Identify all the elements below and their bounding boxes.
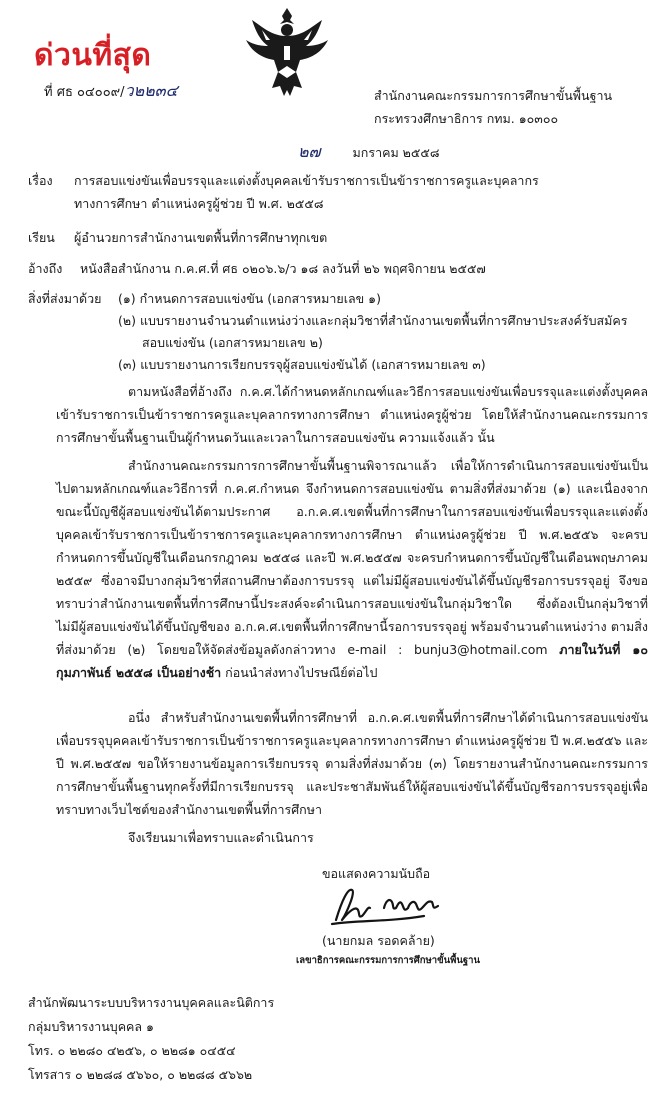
subject-line-2: ทางการศึกษา ตำแหน่งครูผู้ช่วย ปี พ.ศ. ๒๕๕๘ xyxy=(74,196,324,211)
salutation-recipient: ผู้อำนวยการสำนักงานเขตพื้นที่การศึกษาทุกเขต xyxy=(74,230,328,245)
salutation-label: เรียน xyxy=(28,230,55,245)
letter-date xyxy=(298,140,439,164)
subject-line-1: การสอบแข่งขันเพื่อบรรจุและแต่งตั้งบุคคลเข้ารับราชการเป็นข้าราชการครูและบุคลากร xyxy=(74,173,539,188)
enclosures-label: สิ่งที่ส่งมาด้วย xyxy=(28,291,102,306)
document-number-handwritten: ว๒๒๓๔ xyxy=(124,81,178,100)
signer-name: (นายกมล รอดคล้าย) xyxy=(322,933,435,948)
body-paragraph-4-text: จึงเรียนมาเพื่อทราบและดำเนินการ xyxy=(128,830,314,845)
enclosure-item-2: (๒) แบบรายงานจำนวนตำแหน่งว่างและกลุ่มวิชาที่สำนักงานเขตพื้นที่การศึกษาประสงค์รับสมัคร xyxy=(118,313,628,328)
enclosure-item-1: (๑) กำหนดการสอบแข่งขัน (เอกสารหมายเลข ๑) xyxy=(118,291,381,306)
signer-title: เลขาธิการคณะกรรมการการศึกษาขั้นพื้นฐาน xyxy=(296,955,480,966)
body-paragraph-2 xyxy=(56,454,648,684)
document-number xyxy=(44,79,178,104)
footer-fax: โทรสาร ๐ ๒๒๘๘ ๕๖๖๐, ๐ ๒๒๘๘ ๕๖๖๒ xyxy=(28,1067,253,1082)
footer-group: กลุ่มบริหารงานบุคคล ๑ xyxy=(28,1019,154,1034)
deadline-text: ภายในวันที่ ๑๐ กุมภาพันธ์ ๒๕๕๘ เป็นอย่างช้า xyxy=(56,642,648,680)
garuda-emblem-icon xyxy=(242,6,332,98)
footer-telephone: โทร. ๐ ๒๒๘๐ ๔๒๕๖, ๐ ๒๒๘๑ ๐๔๕๔ xyxy=(28,1043,236,1058)
body-paragraph-3-text: อนึ่ง สำหรับสำนักงานเขตพื้นที่การศึกษาที่ อ.ก.ค.ศ.เขตพื้นที่การศึกษาได้ดำเนินการสอบแข่งขันเพื่อบรรจุบุคคลเข้ารับราชการเป็นข้าราชการครูและบุคลากรทางการศึกษา ตำแหน่งครูผู้ช่วย ปี พ.ศ.๒๕๕๖ และ ปี พ.ศ.๒๕๕๗ ขอให้รายงานข้อมูลการเรียกบรรจุ ตามสิ่งที่ส่งมาด้วย (๓) โดยรายงานสำนักงานคณะกรรมการการศึกษาขั้นพื้นฐานทุกครั้งที่มีการเรียกบรรจุ และประชาสัมพันธ์ให้ผู้สอบแข่งขันได้ขึ้นบัญชีรอการบรรจุอยู่เพื่อทราบทางเว็บไซต์ของสำนักงานเขตพื้นที่การศึกษา xyxy=(56,710,648,817)
document-number-prefix: ที่ ศธ ๐๔๐๐๙/ xyxy=(44,85,125,100)
body-paragraph-2-end: ก่อนนำส่งทางไปรษณีย์ต่อไป xyxy=(221,665,378,680)
agency-name: สำนักงานคณะกรรมการการศึกษาขั้นพื้นฐาน xyxy=(374,88,613,103)
handwritten-signature xyxy=(328,880,458,928)
reference-label: อ้างถึง xyxy=(28,261,63,276)
body-paragraph-1 xyxy=(56,380,648,449)
body-paragraph-1-text: ตามหนังสือที่อ้างถึง ก.ค.ศ.ได้กำหนดหลักเกณฑ์และวิธีการสอบแข่งขันเพื่อบรรจุและแต่งตั้งบุคคลเข้ารับราชการเป็นข้าราชการครูและบุคลากรทางการศึกษา ตำแหน่งครูผู้ช่วย โดยให้สำนักงานคณะกรรมการการศึกษาขั้นพื้นฐานเป็นผู้กำหนดวันและเวลาในการสอบแข่งขัน ความแจ้งแล้ว นั้น xyxy=(56,384,648,445)
enclosure-item-2-cont: สอบแข่งขัน (เอกสารหมายเลข ๒) xyxy=(142,335,323,350)
subject-label: เรื่อง xyxy=(28,173,53,188)
reference-text: หนังสือสำนักงาน ก.ค.ศ.ที่ ศธ ๐๒๐๖.๖/ว ๑๘ ลงวันที่ ๒๖ พฤศจิกายน ๒๕๕๗ xyxy=(80,261,486,276)
agency-address: กระทรวงศึกษาธิการ กทม. ๑๐๓๐๐ xyxy=(374,111,559,126)
urgent-stamp: ด่วนที่สุด xyxy=(34,38,152,73)
enclosure-item-3: (๓) แบบรายงานการเรียกบรรจุผู้สอบแข่งขันได้ (เอกสารหมายเลข ๓) xyxy=(118,357,486,372)
body-paragraph-4 xyxy=(56,826,648,849)
body-paragraph-2-text: สำนักงานคณะกรรมการการศึกษาขั้นพื้นฐานพิจารณาแล้ว เพื่อให้การดำเนินการสอบแข่งขันเป็นไปตามหลักเกณฑ์และวิธีการที่ ก.ค.ศ.กำหนด จึงกำหนดการสอบแข่งขัน ตามสิ่งที่ส่งมาด้วย (๑) และเนื่องจากขณะนี้บัญชีผู้สอบแข่งขันได้ตามประกาศ อ.ก.ค.ศ.เขตพื้นที่การศึกษาในการสอบแข่งขันเพื่อบรรจุและแต่งตั้งบุคคลเข้ารับราชการเป็นข้าราชการครูและบุคลากรทางการศึกษา ตำแหน่งครูผู้ช่วย ปี พ.ศ.๒๕๕๖ จะครบกำหนดการขึ้นบัญชีในเดือนกรกฎาคม ๒๕๕๘ และปี พ.ศ.๒๕๕๗ จะครบกำหนดการขึ้นบัญชีในเดือนพฤษภาคม ๒๕๕๙ ซึ่งอาจมีบางกลุ่มวิชาที่สถานศึกษาต้องการบรรจุ แต่ไม่มีผู้สอบแข่งขันได้ขึ้นบัญชีรอการบรรจุอยู่ จึงขอทราบว่าสำนักงานเขตพื้นที่การศึกษานี้ประสงค์จะดำเนินการสอบแข่งขันในกลุ่มวิชาใด ซึ่งต้องเป็นกลุ่มวิชาที่ไม่มีผู้สอบแข่งขันได้ขึ้นบัญชีของ อ.ก.ค.ศ.เขตพื้นที่การศึกษานี้รอการบรรจุอยู่ พร้อมจำนวนตำแหน่งว่าง ตามสิ่งที่ส่งมาด้วย (๒) โดยขอให้จัดส่งข้อมูลดังกล่าวทาง e-mail : bunju3@hotmail.com xyxy=(56,458,648,657)
date-month-year: มกราคม ๒๕๕๘ xyxy=(352,145,440,160)
footer-office: สำนักพัฒนาระบบบริหารงานบุคคลและนิติการ xyxy=(28,995,275,1010)
closing-regards: ขอแสดงความนับถือ xyxy=(322,866,431,881)
body-paragraph-3 xyxy=(56,706,648,821)
date-day-handwritten: ๒๗ xyxy=(298,142,321,161)
